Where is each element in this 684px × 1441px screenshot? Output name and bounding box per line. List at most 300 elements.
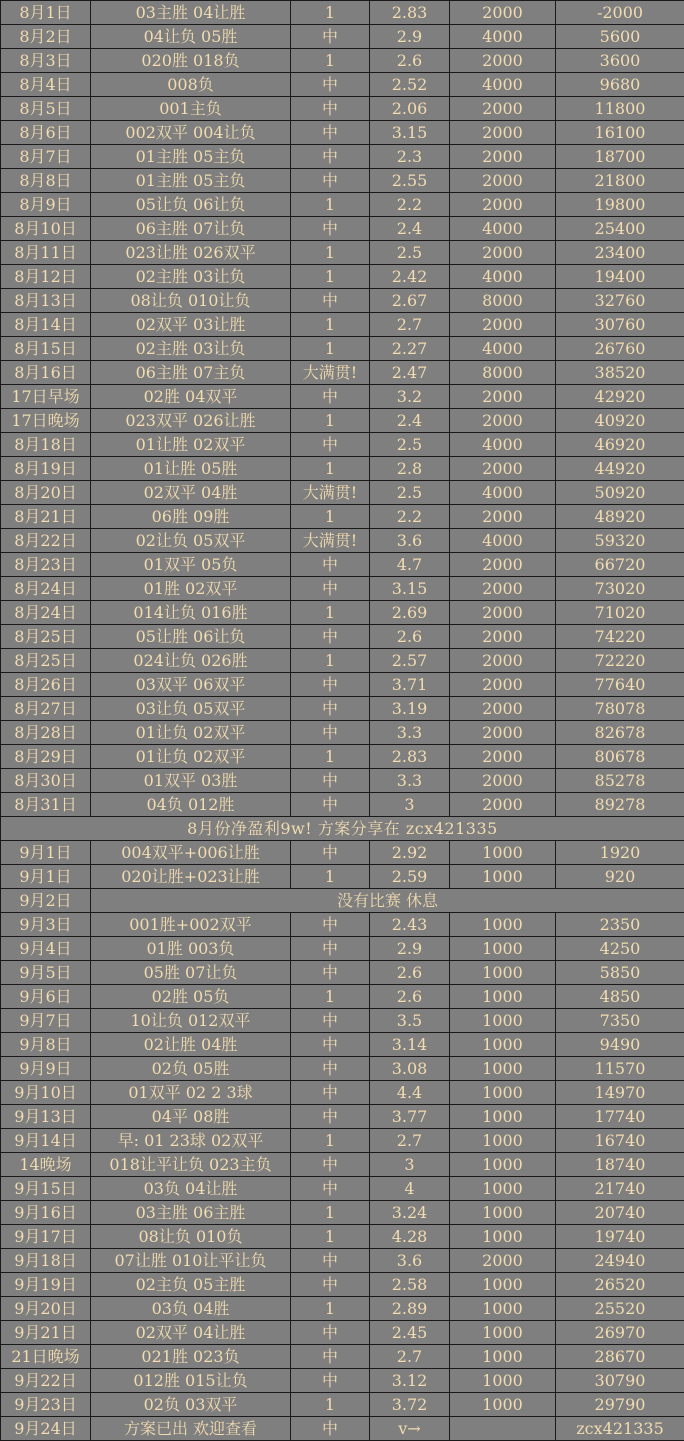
table-row — [1, 1081, 684, 1105]
odds-cell: 3.12 — [370, 1369, 450, 1393]
odds-cell: 4.4 — [370, 1081, 450, 1105]
odds-cell: 3.14 — [370, 1033, 450, 1057]
date-cell: 8月19日 — [1, 457, 91, 481]
result-cell: 1 — [291, 1297, 370, 1321]
odds-cell: 2.4 — [370, 217, 450, 241]
table-row — [1, 313, 684, 337]
balance-cell: 71020 — [556, 601, 684, 625]
date-cell: 8月27日 — [1, 697, 91, 721]
balance-cell: 11570 — [556, 1057, 684, 1081]
picks-cell: 001主负 — [91, 97, 291, 121]
result-cell: 1 — [291, 865, 370, 889]
table-row — [1, 649, 684, 673]
date-cell: 8月22日 — [1, 529, 91, 553]
odds-cell: 2.6 — [370, 985, 450, 1009]
picks-cell: 05胜 07让负 — [91, 961, 291, 985]
stake-cell: 4000 — [450, 217, 556, 241]
result-cell: 1 — [291, 985, 370, 1009]
result-cell: 中 — [291, 1345, 370, 1369]
table-row — [1, 721, 684, 745]
result-cell: 中 — [291, 121, 370, 145]
stake-cell: 8000 — [450, 289, 556, 313]
odds-cell: 2.83 — [370, 1, 450, 25]
stake-cell: 2000 — [450, 553, 556, 577]
balance-cell: 4850 — [556, 985, 684, 1009]
balance-cell: 19740 — [556, 1225, 684, 1249]
stake-cell: 2000 — [450, 121, 556, 145]
odds-cell: 3.3 — [370, 769, 450, 793]
result-cell: 1 — [291, 457, 370, 481]
picks-cell: 024让负 026胜 — [91, 649, 291, 673]
balance-cell: 5850 — [556, 961, 684, 985]
date-cell: 8月6日 — [1, 121, 91, 145]
result-cell: 中 — [291, 913, 370, 937]
date-cell: 9月2日 — [1, 889, 91, 913]
table-row — [1, 769, 684, 793]
result-cell: 1 — [291, 1393, 370, 1417]
picks-cell: 04负 012胜 — [91, 793, 291, 817]
result-cell: 中 — [291, 937, 370, 961]
date-cell: 9月1日 — [1, 865, 91, 889]
result-cell: 1 — [291, 49, 370, 73]
date-cell: 8月1日 — [1, 1, 91, 25]
date-cell: 8月12日 — [1, 265, 91, 289]
picks-cell: 01胜 02双平 — [91, 577, 291, 601]
result-cell: 1 — [291, 1201, 370, 1225]
stake-cell — [450, 1417, 556, 1441]
picks-cell: 02主胜 03让负 — [91, 337, 291, 361]
balance-cell: 28670 — [556, 1345, 684, 1369]
picks-cell: 01双平 02 2 3球 — [91, 1081, 291, 1105]
odds-cell: 2.59 — [370, 865, 450, 889]
stake-cell: 2000 — [450, 97, 556, 121]
picks-cell: 014让负 016胜 — [91, 601, 291, 625]
date-cell: 8月9日 — [1, 193, 91, 217]
date-cell: 9月21日 — [1, 1321, 91, 1345]
balance-cell: 21800 — [556, 169, 684, 193]
result-cell: 中 — [291, 289, 370, 313]
date-cell: 9月10日 — [1, 1081, 91, 1105]
result-cell: 中 — [291, 1273, 370, 1297]
balance-cell: 73020 — [556, 577, 684, 601]
balance-cell: 44920 — [556, 457, 684, 481]
date-cell: 8月14日 — [1, 313, 91, 337]
table-row — [1, 1417, 684, 1441]
august-summary-banner: 8月份净盈利9w! 方案分享在 zcx421335 — [1, 817, 684, 841]
table-row — [1, 1129, 684, 1153]
date-cell: 8月5日 — [1, 97, 91, 121]
table-row — [1, 241, 684, 265]
date-cell: 9月7日 — [1, 1009, 91, 1033]
odds-cell: 2.89 — [370, 1297, 450, 1321]
odds-cell: 2.52 — [370, 73, 450, 97]
odds-cell: 2.83 — [370, 745, 450, 769]
stake-cell: 2000 — [450, 409, 556, 433]
odds-cell: 3 — [370, 1153, 450, 1177]
balance-cell: 19800 — [556, 193, 684, 217]
result-cell: 中 — [291, 1321, 370, 1345]
picks-cell: 方案已出 欢迎查看 — [91, 1417, 291, 1441]
picks-cell: 02负 03双平 — [91, 1393, 291, 1417]
result-cell: 1 — [291, 337, 370, 361]
table-row — [1, 913, 684, 937]
table-body — [1, 1, 684, 1441]
result-cell: 中 — [291, 721, 370, 745]
picks-cell: 01让胜 02双平 — [91, 433, 291, 457]
date-cell: 8月25日 — [1, 649, 91, 673]
date-cell: 14晚场 — [1, 1153, 91, 1177]
picks-cell: 03双平 06双平 — [91, 673, 291, 697]
date-cell: 8月10日 — [1, 217, 91, 241]
table-row — [1, 1177, 684, 1201]
odds-cell: 2.9 — [370, 937, 450, 961]
date-cell: 9月20日 — [1, 1297, 91, 1321]
table-row — [1, 625, 684, 649]
balance-cell: 19400 — [556, 265, 684, 289]
stake-cell: 2000 — [450, 145, 556, 169]
stake-cell: 2000 — [450, 193, 556, 217]
picks-cell: 01双平 03胜 — [91, 769, 291, 793]
balance-cell: 30790 — [556, 1369, 684, 1393]
table-row — [1, 697, 684, 721]
picks-cell: 02胜 05负 — [91, 985, 291, 1009]
odds-cell: 2.5 — [370, 241, 450, 265]
table-row — [1, 409, 684, 433]
balance-cell: zcx421335 — [556, 1417, 684, 1441]
result-cell: 中 — [291, 433, 370, 457]
odds-cell: 2.45 — [370, 1321, 450, 1345]
result-cell: 大满贯! — [291, 481, 370, 505]
result-cell: 中 — [291, 145, 370, 169]
odds-cell: 2.4 — [370, 409, 450, 433]
result-cell: 中 — [291, 1009, 370, 1033]
picks-cell: 03负 04胜 — [91, 1297, 291, 1321]
result-cell: 中 — [291, 169, 370, 193]
date-cell: 9月16日 — [1, 1201, 91, 1225]
odds-cell: 4.28 — [370, 1225, 450, 1249]
picks-cell: 早: 01 23球 02双平 — [91, 1129, 291, 1153]
picks-cell: 02让负 05双平 — [91, 529, 291, 553]
odds-cell: 3.6 — [370, 529, 450, 553]
picks-cell: 01让负 02双平 — [91, 721, 291, 745]
balance-cell: 80678 — [556, 745, 684, 769]
picks-cell: 023让胜 026双平 — [91, 241, 291, 265]
date-cell: 9月1日 — [1, 841, 91, 865]
odds-cell: 2.58 — [370, 1273, 450, 1297]
odds-cell: 2.57 — [370, 649, 450, 673]
result-cell: 1 — [291, 601, 370, 625]
stake-cell: 1000 — [450, 1033, 556, 1057]
odds-cell: 2.7 — [370, 1345, 450, 1369]
odds-cell: 2.5 — [370, 481, 450, 505]
picks-cell: 01胜 003负 — [91, 937, 291, 961]
odds-cell: 2.9 — [370, 25, 450, 49]
picks-cell: 07让胜 010让平让负 — [91, 1249, 291, 1273]
balance-cell: 4250 — [556, 937, 684, 961]
stake-cell: 1000 — [450, 1201, 556, 1225]
date-cell: 9月4日 — [1, 937, 91, 961]
table-row — [1, 1, 684, 25]
result-cell: 大满贯! — [291, 361, 370, 385]
balance-cell: 38520 — [556, 361, 684, 385]
stake-cell: 1000 — [450, 1369, 556, 1393]
rest-note-cell: 没有比赛 休息 — [91, 889, 684, 913]
balance-cell: 66720 — [556, 553, 684, 577]
table-row — [1, 961, 684, 985]
picks-cell: 02双平 03让胜 — [91, 313, 291, 337]
result-cell: 中 — [291, 73, 370, 97]
date-cell: 8月16日 — [1, 361, 91, 385]
stake-cell: 4000 — [450, 73, 556, 97]
date-cell: 8月24日 — [1, 577, 91, 601]
table-row — [1, 337, 684, 361]
balance-cell: 11800 — [556, 97, 684, 121]
result-cell: 中 — [291, 385, 370, 409]
result-cell: 1 — [291, 505, 370, 529]
stake-cell: 2000 — [450, 1249, 556, 1273]
table-row — [1, 1033, 684, 1057]
table-row — [1, 529, 684, 553]
balance-cell: 32760 — [556, 289, 684, 313]
stake-cell: 4000 — [450, 481, 556, 505]
result-cell: 1 — [291, 313, 370, 337]
picks-cell: 04让负 05胜 — [91, 25, 291, 49]
result-cell: 中 — [291, 25, 370, 49]
odds-cell: 3.08 — [370, 1057, 450, 1081]
result-cell: 中 — [291, 1105, 370, 1129]
picks-cell: 020让胜+023让胜 — [91, 865, 291, 889]
picks-cell: 01让负 02双平 — [91, 745, 291, 769]
table-row — [1, 385, 684, 409]
picks-cell: 021胜 023负 — [91, 1345, 291, 1369]
stake-cell: 2000 — [450, 673, 556, 697]
table-row — [1, 841, 684, 865]
stake-cell: 2000 — [450, 1, 556, 25]
stake-cell: 1000 — [450, 1273, 556, 1297]
table-row — [1, 1369, 684, 1393]
balance-cell: 42920 — [556, 385, 684, 409]
stake-cell: 2000 — [450, 457, 556, 481]
odds-cell: 3.5 — [370, 1009, 450, 1033]
stake-cell: 2000 — [450, 745, 556, 769]
balance-cell: 74220 — [556, 625, 684, 649]
picks-cell: 001胜+002双平 — [91, 913, 291, 937]
table-row — [1, 505, 684, 529]
stake-cell: 2000 — [450, 241, 556, 265]
result-cell: 1 — [291, 409, 370, 433]
result-cell: 中 — [291, 697, 370, 721]
result-cell: 大满贯! — [291, 529, 370, 553]
picks-cell: 05让负 06让负 — [91, 193, 291, 217]
date-cell: 8月28日 — [1, 721, 91, 745]
balance-cell: 40920 — [556, 409, 684, 433]
table-row — [1, 1321, 684, 1345]
odds-cell: 2.5 — [370, 433, 450, 457]
result-cell: 1 — [291, 193, 370, 217]
picks-cell: 10让负 012双平 — [91, 1009, 291, 1033]
table-row — [1, 1057, 684, 1081]
result-cell: 中 — [291, 1249, 370, 1273]
table-row — [1, 577, 684, 601]
table-row — [1, 217, 684, 241]
table-row — [1, 49, 684, 73]
table-row — [1, 1393, 684, 1417]
stake-cell: 4000 — [450, 337, 556, 361]
result-cell: 中 — [291, 841, 370, 865]
balance-cell: 3600 — [556, 49, 684, 73]
odds-cell: 3 — [370, 793, 450, 817]
picks-cell: 08让负 010让负 — [91, 289, 291, 313]
odds-cell: 2.55 — [370, 169, 450, 193]
date-cell: 8月3日 — [1, 49, 91, 73]
balance-cell: 23400 — [556, 241, 684, 265]
date-cell: 8月15日 — [1, 337, 91, 361]
result-cell: 中 — [291, 217, 370, 241]
date-cell: 8月23日 — [1, 553, 91, 577]
stake-cell: 2000 — [450, 625, 556, 649]
date-cell: 8月21日 — [1, 505, 91, 529]
picks-cell: 02负 05胜 — [91, 1057, 291, 1081]
result-cell: 中 — [291, 1369, 370, 1393]
picks-cell: 02双平 04让胜 — [91, 1321, 291, 1345]
stake-cell: 2000 — [450, 313, 556, 337]
result-cell: 1 — [291, 265, 370, 289]
date-cell: 21日晚场 — [1, 1345, 91, 1369]
date-cell: 8月25日 — [1, 625, 91, 649]
table-row — [1, 1249, 684, 1273]
balance-cell: 50920 — [556, 481, 684, 505]
picks-cell: 03让负 05双平 — [91, 697, 291, 721]
odds-cell: 2.92 — [370, 841, 450, 865]
date-cell: 8月8日 — [1, 169, 91, 193]
summary-row — [1, 817, 684, 841]
result-cell: 中 — [291, 1153, 370, 1177]
result-cell: 1 — [291, 1, 370, 25]
result-cell: 中 — [291, 577, 370, 601]
result-cell: 中 — [291, 793, 370, 817]
picks-cell: 06主胜 07主负 — [91, 361, 291, 385]
result-cell: 中 — [291, 97, 370, 121]
picks-cell: 02双平 04胜 — [91, 481, 291, 505]
balance-cell: 9490 — [556, 1033, 684, 1057]
table-row — [1, 457, 684, 481]
stake-cell: 8000 — [450, 361, 556, 385]
stake-cell: 2000 — [450, 505, 556, 529]
balance-cell: 18740 — [556, 1153, 684, 1177]
odds-cell: 2.43 — [370, 913, 450, 937]
stake-cell: 1000 — [450, 937, 556, 961]
balance-cell: 1920 — [556, 841, 684, 865]
date-cell: 8月26日 — [1, 673, 91, 697]
table-row — [1, 169, 684, 193]
date-cell: 9月3日 — [1, 913, 91, 937]
odds-cell: 3.15 — [370, 121, 450, 145]
odds-cell: 2.06 — [370, 97, 450, 121]
odds-cell: 2.42 — [370, 265, 450, 289]
table-row — [1, 1345, 684, 1369]
balance-cell: 30760 — [556, 313, 684, 337]
stake-cell: 1000 — [450, 961, 556, 985]
picks-cell: 03负 04让胜 — [91, 1177, 291, 1201]
odds-cell: 3.77 — [370, 1105, 450, 1129]
date-cell: 8月24日 — [1, 601, 91, 625]
table-row — [1, 553, 684, 577]
odds-cell: 3.72 — [370, 1393, 450, 1417]
date-cell: 8月18日 — [1, 433, 91, 457]
stake-cell: 1000 — [450, 913, 556, 937]
picks-cell: 02让胜 04胜 — [91, 1033, 291, 1057]
date-cell: 8月20日 — [1, 481, 91, 505]
date-cell: 9月15日 — [1, 1177, 91, 1201]
result-cell: 中 — [291, 1057, 370, 1081]
picks-cell: 03主胜 06主胜 — [91, 1201, 291, 1225]
picks-cell: 023双平 026让胜 — [91, 409, 291, 433]
table-row — [1, 937, 684, 961]
table-row — [1, 1273, 684, 1297]
result-cell: 1 — [291, 649, 370, 673]
balance-cell: 26520 — [556, 1273, 684, 1297]
stake-cell: 2000 — [450, 793, 556, 817]
balance-cell: 7350 — [556, 1009, 684, 1033]
table-row — [1, 865, 684, 889]
odds-cell: 2.2 — [370, 193, 450, 217]
result-cell: 中 — [291, 553, 370, 577]
stake-cell: 4000 — [450, 529, 556, 553]
table-row — [1, 289, 684, 313]
balance-cell: 5600 — [556, 25, 684, 49]
odds-cell: v→ — [370, 1417, 450, 1441]
stake-cell: 1000 — [450, 865, 556, 889]
stake-cell: 2000 — [450, 385, 556, 409]
result-cell: 中 — [291, 1033, 370, 1057]
odds-cell: 3.71 — [370, 673, 450, 697]
balance-cell: 59320 — [556, 529, 684, 553]
date-cell: 8月31日 — [1, 793, 91, 817]
table-row — [1, 193, 684, 217]
balance-cell: 14970 — [556, 1081, 684, 1105]
stake-cell: 1000 — [450, 1057, 556, 1081]
stake-cell: 2000 — [450, 649, 556, 673]
odds-cell: 2.3 — [370, 145, 450, 169]
odds-cell: 3.6 — [370, 1249, 450, 1273]
picks-cell: 020胜 018负 — [91, 49, 291, 73]
stake-cell: 1000 — [450, 841, 556, 865]
odds-cell: 2.7 — [370, 1129, 450, 1153]
picks-cell: 01让胜 05胜 — [91, 457, 291, 481]
picks-cell: 05让胜 06让负 — [91, 625, 291, 649]
table-row — [1, 1009, 684, 1033]
balance-cell: 9680 — [556, 73, 684, 97]
date-cell: 8月29日 — [1, 745, 91, 769]
stake-cell: 2000 — [450, 601, 556, 625]
balance-cell: -2000 — [556, 1, 684, 25]
date-cell: 8月13日 — [1, 289, 91, 313]
stake-cell: 1000 — [450, 1105, 556, 1129]
picks-cell: 01主胜 05主负 — [91, 145, 291, 169]
table-row — [1, 481, 684, 505]
odds-cell: 3.2 — [370, 385, 450, 409]
date-cell: 17日早场 — [1, 385, 91, 409]
result-cell: 中 — [291, 625, 370, 649]
balance-cell: 77640 — [556, 673, 684, 697]
date-cell: 9月14日 — [1, 1129, 91, 1153]
date-cell: 9月5日 — [1, 961, 91, 985]
picks-cell: 01主胜 05主负 — [91, 169, 291, 193]
stake-cell: 2000 — [450, 721, 556, 745]
date-cell: 9月17日 — [1, 1225, 91, 1249]
result-cell: 中 — [291, 1417, 370, 1441]
picks-cell: 03主胜 04让胜 — [91, 1, 291, 25]
